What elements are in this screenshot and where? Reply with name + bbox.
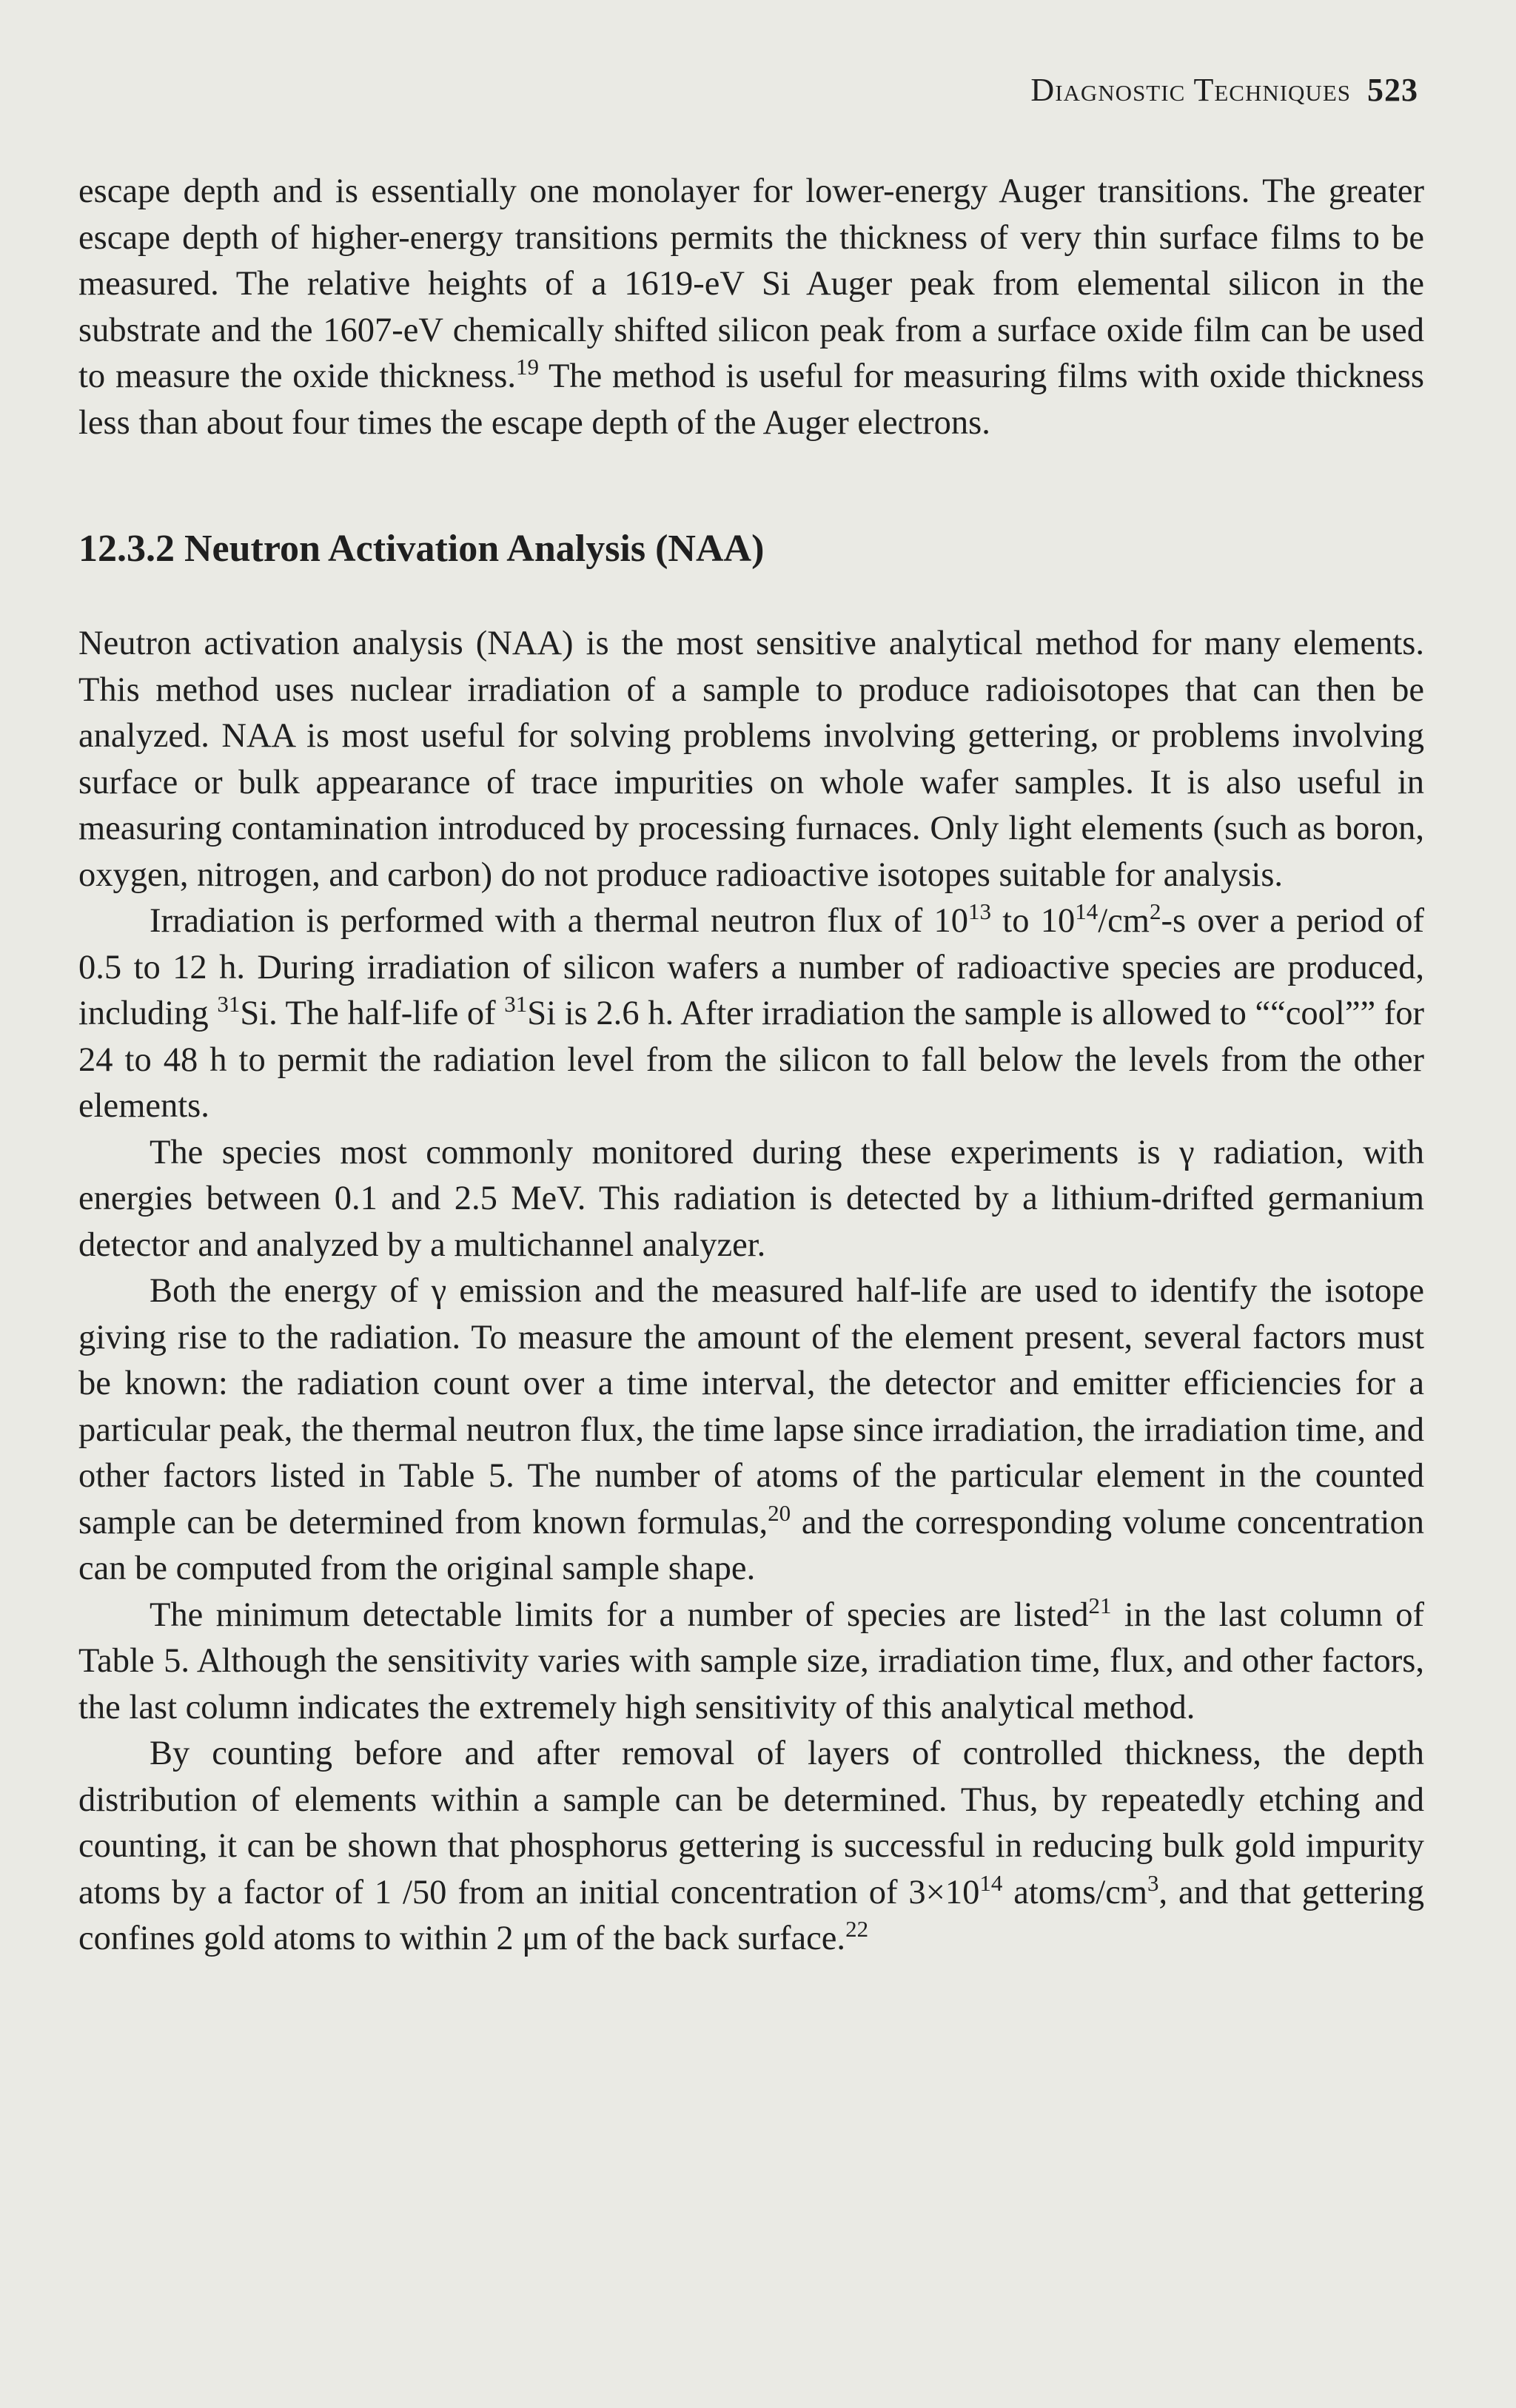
- exponent: 2: [1149, 898, 1161, 924]
- text: Si is 2.6 h. After irradiation the sample is allowed to ““cool”” for 24 to 48 h to permit the radiation level from the silicon to fall below the levels from the other elements.: [78, 995, 1424, 1125]
- exponent: 14: [1075, 898, 1099, 924]
- page-number: 523: [1367, 72, 1418, 108]
- section-heading: 12.3.2 Neutron Activation Analysis (NAA): [78, 528, 765, 570]
- exponent: 3: [1147, 1869, 1159, 1896]
- paragraph-naa-intro: Neutron activation analysis (NAA) is the most sensitive analytical method for many elements. This method uses nuclear irradiation of a sample to produce radioisotopes that can then be analyzed. NAA is most useful for solving problems involving gettering, or problems involving surface or bulk appearance of trace impurities on whole wafer samples. It is also useful in measuring contamination introduced by processing furnaces. Only light elements (such as boron, oxygen, nitrogen, and carbon) do not produce radioactive isotopes suitable for analysis.: [78, 625, 1424, 894]
- text: atoms/cm: [1002, 1873, 1148, 1911]
- paragraph-species: The species most commonly monitored during these experiments is γ radiation, with energies between 0.1 and 2.5 MeV. This radiation is detected by a lithium-drifted germanium detector and analyzed by a multichannel analyzer.: [78, 1133, 1424, 1264]
- text: Both the energy of γ emission and the measured half-life are used to identify the isotope giving rise to the radiation. To measure the amount of the element present, several factors must be known: the radiation count over a time interval, the detector and emitter efficiencies for a particular peak, the thermal neutron flux, the time lapse since irradiation, the irradiation time, and other factors listed in Table 5. The number of atoms of the particular element in the counted sample can be determined from known formulas,: [78, 1272, 1424, 1541]
- text: Irradiation is performed with a thermal neutron flux of 10: [150, 902, 968, 940]
- text: By counting before and after removal of layers of controlled thickness, the depth distribution of elements within a sample can be determined. Thus, by repeatedly etching and counting, it can be shown that phosphorus gettering is successful in reducing bulk gold impurity atoms by a factor of 1 /50 from an initial concentration of 3×10: [78, 1735, 1424, 1911]
- footnote-ref-21: 21: [1088, 1592, 1112, 1618]
- paragraph-auger-escape-depth: [78, 169, 1424, 446]
- paragraph-detection-limits: [78, 1593, 1424, 1732]
- text: Si. The half-life of: [240, 995, 505, 1032]
- text: The method is useful for measuring films with oxide thickness less than about four times the escape depth of the Auger electrons.: [78, 357, 1425, 442]
- text: escape depth and is essentially one monolayer for lower-energy Auger transitions. The greater escape depth of higher-energy transitions permits the thickness of very thin surface films to be measured. The relative heights of a 1619-eV Si Auger peak from elemental silicon in the substrate and the 1607-eV chemically shifted silicon peak from a surface oxide film can be used to measure the oxide thickness.: [78, 172, 1424, 395]
- footnote-ref-19: 19: [516, 353, 540, 380]
- text: The minimum detectable limits for a number of species are listed: [150, 1595, 1089, 1634]
- paragraph-depth-distribution: [78, 1731, 1424, 1963]
- mass-number: 31: [504, 990, 528, 1017]
- footnote-ref-22: 22: [845, 1915, 869, 1942]
- text: , and that gettering confines gold atoms to within 2 μm of the back surface.: [78, 1873, 1424, 1957]
- text: and the corresponding volume concentration can be computed from the original sample shape.: [78, 1503, 1424, 1587]
- exponent: 13: [968, 898, 991, 924]
- paragraph-irradiation: [78, 898, 1424, 1130]
- running-header: [1030, 71, 1418, 109]
- page-body: [78, 169, 1424, 1963]
- text: /cm: [1098, 902, 1150, 940]
- exponent: 14: [979, 1869, 1003, 1896]
- footnote-ref-20: 20: [768, 1499, 791, 1526]
- text: to 10: [991, 902, 1076, 940]
- text: in the last column of Table 5. Although the sensitivity varies with sample size, irradiation time, flux, and other factors, the last column indicates the extremely high sensitivity of this analytical method.: [78, 1595, 1425, 1726]
- paragraph-energy: [78, 1268, 1424, 1593]
- text: -s over a period of 0.5 to 12 h. During irradiation of silicon wafers a number of radioactive species are produced, including: [78, 902, 1425, 1032]
- running-title: Diagnostic Techniques: [1030, 72, 1351, 108]
- mass-number: 31: [217, 990, 241, 1017]
